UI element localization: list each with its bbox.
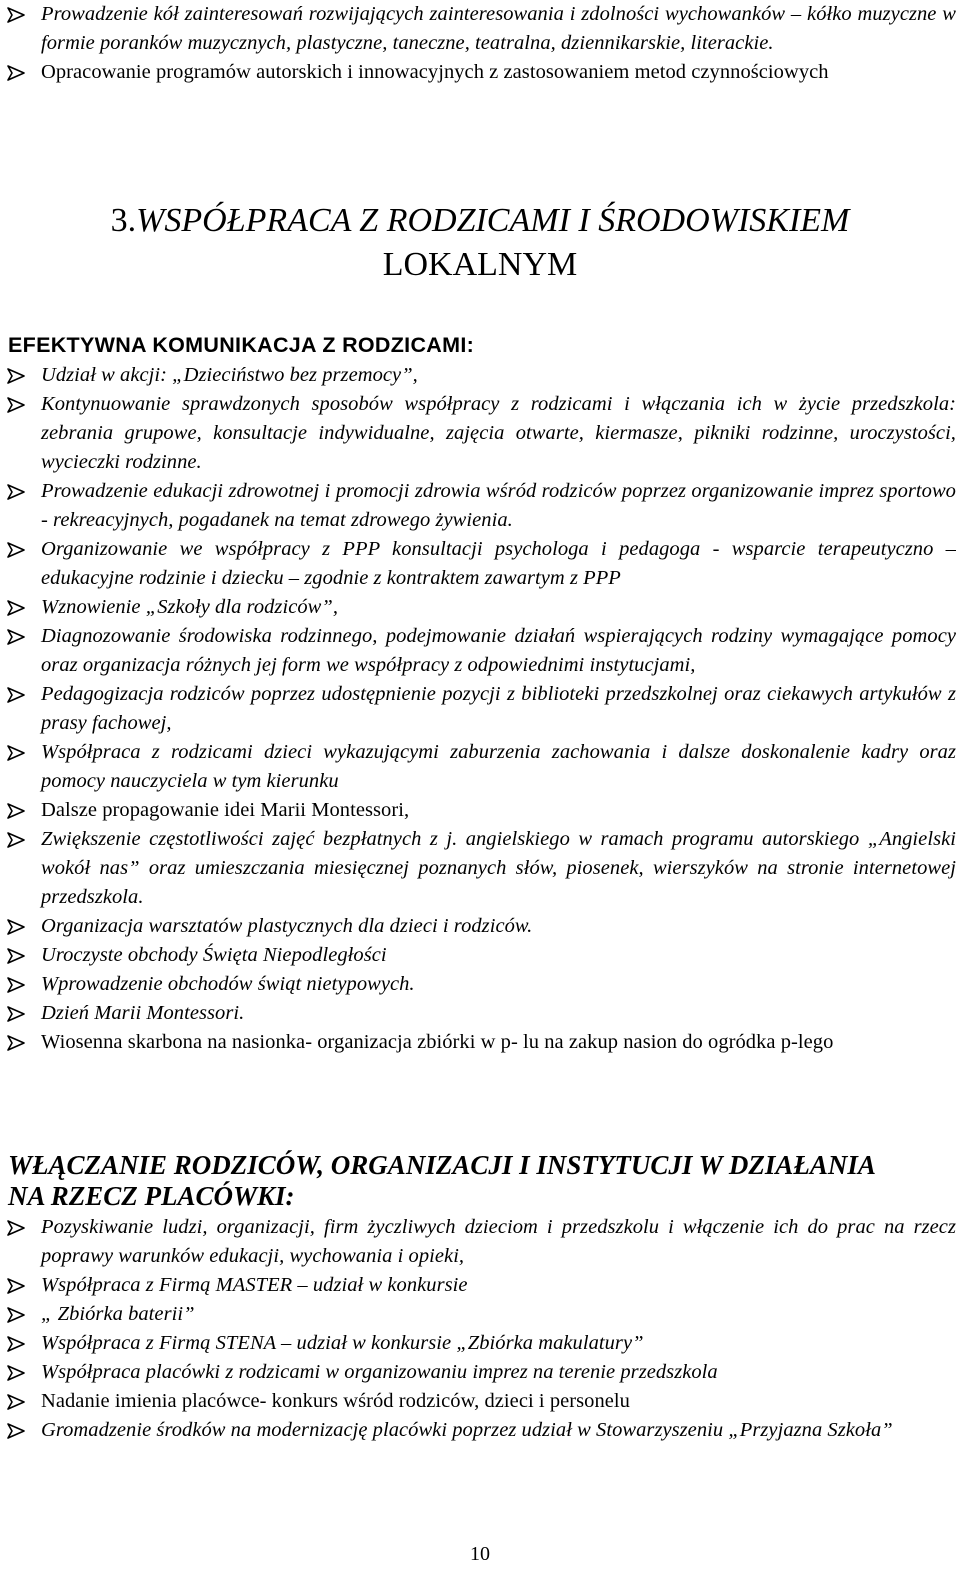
arrowhead-bullet-icon (6, 64, 26, 82)
arrowhead-bullet-icon (6, 541, 26, 559)
list-item (0, 390, 956, 477)
list-item (0, 1329, 956, 1358)
section-title-line2-text: LOKALNYM (382, 246, 578, 283)
subheading-involvement-line1: WŁĄCZANIE RODZICÓW, ORGANIZACJI I INSTYTUCJI W DZIAŁANIA (8, 1150, 876, 1180)
list-item (0, 1271, 956, 1300)
list-item (0, 593, 956, 622)
list-item (0, 796, 956, 825)
section-title-line2 (0, 243, 960, 287)
arrowhead-bullet-icon (6, 831, 26, 849)
arrowhead-bullet-icon (6, 802, 26, 820)
list-item-text: Prowadzenie kół zainteresowań rozwijających zainteresowania i zdolności wychowanków – kółko muzyczne w formie poranków muzycznych, plastyczne, taneczne, teatralna, dziennikarskie, literackie. (41, 3, 956, 54)
list-item-text: Współpraca z rodzicami dzieci wykazującymi zaburzenia zachowania i dalsze doskonalenie kadry oraz pomocy nauczyciela w tym kierunku (41, 741, 956, 792)
list-item (0, 1300, 956, 1329)
list-item-text: Organizowanie we współpracy z PPP konsultacji psychologa i pedagoga - wsparcie terapeutyczno – edukacyjne rodzinie i dziecku – zgodnie z kontraktem zawartym z PPP (41, 538, 956, 589)
section-title-line1: WSPÓŁPRACA Z RODZICAMI I ŚRODOWISKIEM (136, 202, 850, 239)
list-item-text: Kontynuowanie sprawdzonych sposobów współpracy z rodzicami i włączania ich w życie przedszkola: zebrania grupowe, konsultacje indywidualne, zajęcia otwarte, kiermasze, pikniki rodzinne, uroczystości, wycieczki rodzinne. (41, 393, 956, 473)
list-item-text: Dalsze propagowanie idei Marii Montessori, (41, 799, 410, 821)
list-item-text: Uroczyste obchody Święta Niepodległości (41, 944, 387, 966)
arrowhead-bullet-icon (6, 1034, 26, 1052)
arrowhead-bullet-icon (6, 744, 26, 762)
list-item (0, 0, 956, 58)
arrowhead-bullet-icon (6, 1219, 26, 1237)
arrowhead-bullet-icon (6, 1393, 26, 1411)
section-title (0, 199, 960, 243)
arrowhead-bullet-icon (6, 599, 26, 617)
arrowhead-bullet-icon (6, 1422, 26, 1440)
list-item-text: Diagnozowanie środowiska rodzinnego, podejmowanie działań wspierających rodziny wymagające pomocy oraz organizacja różnych jej form we współpracy z odpowiednimi instytucjami, (41, 625, 956, 676)
involvement-bullet-list (0, 1213, 956, 1445)
list-item-text: Dzień Marii Montessori. (41, 1002, 245, 1024)
arrowhead-bullet-icon (6, 483, 26, 501)
list-item-text: Wznowienie „Szkoły dla rodziców”, (41, 596, 338, 618)
list-item (0, 999, 956, 1028)
list-item-text: Nadanie imienia placówce- konkurs wśród rodziców, dzieci i personelu (41, 1390, 630, 1412)
list-item-text: Wiosenna skarbona na nasionka- organizacja zbiórki w p- lu na zakup nasion do ogródka p-lego (41, 1031, 834, 1053)
top-bullet-list (0, 0, 956, 87)
subheading-communication: EFEKTYWNA KOMUNIKACJA Z RODZICAMI: (8, 333, 475, 357)
list-item-text: Wprowadzenie obchodów świąt nietypowych. (41, 973, 415, 995)
list-item-text: „ Zbiórka baterii” (41, 1303, 195, 1325)
list-item-text: Pedagogizacja rodziców poprzez udostępnienie pozycji z biblioteki przedszkolnej oraz ciekawych artykułów z prasy fachowej, (41, 683, 956, 734)
communication-bullet-list (0, 361, 956, 1057)
arrowhead-bullet-icon (6, 1005, 26, 1023)
list-item-text: Opracowanie programów autorskich i innowacyjnych z zastosowaniem metod czynnościowych (41, 61, 829, 83)
list-item (0, 1028, 956, 1057)
list-item (0, 1358, 956, 1387)
list-item-text: Prowadzenie edukacji zdrowotnej i promocji zdrowia wśród rodziców poprzez organizowanie imprez sportowo - rekreacyjnych, pogadanek na temat zdrowego żywienia. (41, 480, 956, 531)
list-item (0, 825, 956, 912)
list-item-text: Udział w akcji: „Dzieciństwo bez przemocy”, (41, 364, 418, 386)
list-item (0, 1213, 956, 1271)
arrowhead-bullet-icon (6, 628, 26, 646)
list-item-text: Zwiększenie częstotliwości zajęć bezpłatnych z j. angielskiego w ramach programu autorskiego „Angielski wokół nas” oraz umieszczania miesięcznej poznanych słów, piosenek, wierszyków na stronie internetowej przedszkola. (41, 828, 956, 908)
list-item-text: Organizacja warsztatów plastycznych dla dzieci i rodziców. (41, 915, 533, 937)
list-item-text: Gromadzenie środków na modernizację placówki poprzez udział w Stowarzyszeniu „Przyjazna Szkoła” (41, 1419, 893, 1441)
arrowhead-bullet-icon (6, 947, 26, 965)
list-item-text: Współpraca placówki z rodzicami w organizowaniu imprez na terenie przedszkola (41, 1361, 718, 1383)
arrowhead-bullet-icon (6, 6, 26, 24)
subheading-involvement-line2: NA RZECZ PLACÓWKI: (8, 1181, 295, 1211)
list-item (0, 912, 956, 941)
list-item (0, 477, 956, 535)
arrowhead-bullet-icon (6, 918, 26, 936)
list-item-text: Współpraca z Firmą STENA – udział w konkursie „Zbiórka makulatury” (41, 1332, 644, 1354)
list-item (0, 535, 956, 593)
arrowhead-bullet-icon (6, 976, 26, 994)
arrowhead-bullet-icon (6, 1364, 26, 1382)
list-item-text: Pozyskiwanie ludzi, organizacji, firm życzliwych dzieciom i przedszkolu i włączenie ich do prac na rzecz poprawy warunków edukacji, wychowania i opieki, (41, 1216, 956, 1267)
list-item-text: Współpraca z Firmą MASTER – udział w konkursie (41, 1274, 468, 1296)
arrowhead-bullet-icon (6, 396, 26, 414)
arrowhead-bullet-icon (6, 367, 26, 385)
list-item (0, 622, 956, 680)
list-item (0, 361, 956, 390)
arrowhead-bullet-icon (6, 1306, 26, 1324)
list-item (0, 1416, 956, 1445)
list-item (0, 1387, 956, 1416)
arrowhead-bullet-icon (6, 1277, 26, 1295)
list-item (0, 680, 956, 738)
arrowhead-bullet-icon (6, 1335, 26, 1353)
arrowhead-bullet-icon (6, 686, 26, 704)
list-item (0, 738, 956, 796)
list-item (0, 941, 956, 970)
list-item (0, 970, 956, 999)
list-item (0, 58, 956, 87)
page-number: 10 (470, 1543, 490, 1565)
section-number: 3. (110, 202, 137, 239)
